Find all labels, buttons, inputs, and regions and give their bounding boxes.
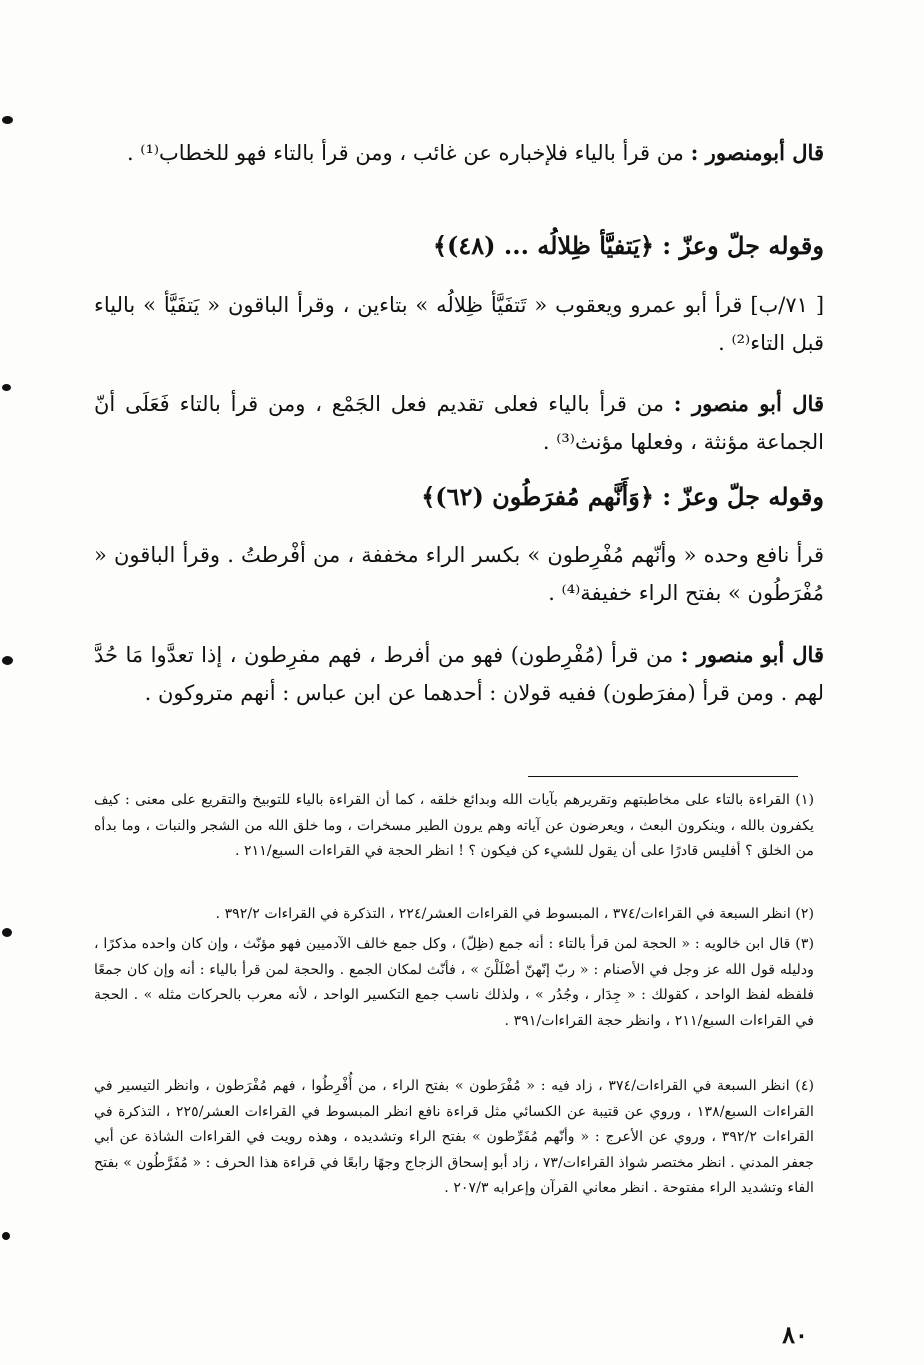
verse-intro: وقوله جلّ وعزّ : (662, 482, 824, 511)
footnote-3: (٣) قال ابن خالويه : « الحجة لمن قرأ بالتاء : أنه جمع (ظِلّ) ، وكل جمع خالف الآدميين فهو مؤنّث ، وإن كان واحده مذكرًا ، ودليله قول الله عز وجل في الأصنام : « ربّ إنّهنّ أضْلَلْنَ » ، فأنّث لمكان الجمع . والحجة لمن قرأ بالياء : أنه وإن كان جمعًا فلفظه لفظ الواحد ، كقولك : « جِدَار ، وجُدُر » ، ولذلك ناسب جمع التكسير الواحد ، لأنه معرب بالحركات مثله » . الحجة في القراءات السبع/٢١١ ، وانظر حجة القراءات/٣٩١ . (94, 936, 814, 1029)
paragraph-text: من قرأ بالياء فعلى تقديم فعل الجَمْع ، ومن قرأ بالتاء فَعَلَى أنّ الجماعة مؤنثة ، وفعلها مؤنث⁽³⁾ . (94, 392, 824, 454)
paragraph-text: من قرأ (مُفْرِطون) فهو من أفرط ، فهم مفرِطون ، إذا تعدَّوا مَا حُدَّ لهم . ومن قرأ (مفرَطون) ففيه قولان : أحدهما عن ابن عباس : أنهم متروكون . (94, 643, 824, 705)
margin-mark (2, 116, 13, 124)
speaker-label: قال أبو منصور : (673, 391, 824, 416)
paragraph-1 (94, 134, 824, 172)
speaker-label: قال أبو منصور : (680, 642, 824, 667)
paragraph-4 (94, 536, 824, 612)
verse-intro: وقوله جلّ وعزّ : (662, 231, 824, 260)
paragraph-text: [ ٧١/ب] قرأ أبو عمرو ويعقوب « تَتفَيَّأ ظِلالُه » بتاءين ، وقرأ الباقون « يَتفَيَّأ » بالياء قبل التاء⁽²⁾ . (94, 293, 825, 355)
verse-text: ﴿يَتفيَّأ ظِلالُه ... (٤٨)﴾ (432, 231, 663, 260)
speaker-label: قال أبومنصور : (690, 140, 824, 165)
paragraph-2 (94, 286, 824, 362)
margin-mark (2, 1232, 10, 1240)
footnote-2: (٢) انظر السبعة في القراءات/٣٧٤ ، المبسوط في القراءات العشر/٢٢٤ ، التذكرة في القراءات ٣٩٢/٢ . (215, 906, 814, 922)
paragraph-3 (94, 385, 824, 461)
verse-text: ﴿وَأَنَّهم مُفرَطُون (٦٢)﴾ (421, 482, 663, 511)
footnote-separator (528, 776, 798, 777)
paragraph-5 (94, 636, 824, 712)
margin-mark (2, 928, 12, 937)
margin-mark (2, 656, 13, 665)
footnote-4: (٤) انظر السبعة في القراءات/٣٧٤ ، زاد فيه : « مُفْرَطون » بفتح الراء ، من أُفْرِطُوا ، فهم مُفْرَطون ، وانظر التيسير في القراءات السبع/١٣٨ ، وروي عن قتيبة عن الكسائي مثل قراءة نافع انظر المبسوط في القراءات العشر/٢٢٥ ، التذكرة في القراءات ٣٩٢/٢ ، وروي عن الأعرج : « وأنّهم مُفَرِّطون » بفتح الراء وتشديده ، وهذه رويت في القراءات الشاذة عن أبي جعفر المدني . انظر مختصر شواذ القراءات/٧٣ ، زاد أبو إسحاق الزجاج وجهًا رابعًا في قراءة هذا الحرف : « مُفَرَّطُون » بفتح الفاء وتشديد الراء مفتوحة . انظر معاني القرآن وإعرابه ٢٠٧/٣ . (94, 1078, 814, 1196)
page-number: ٨٠ (782, 1320, 808, 1349)
paragraph-text: قرأ نافع وحده « وأنّهم مُفْرِطون » بكسر الراء مخففة ، من أفْرطتُ . وقرأ الباقون « مُفْرَطُون » بفتح الراء خفيفة⁽⁴⁾ . (94, 543, 824, 605)
verse-heading-2 (94, 477, 824, 517)
margin-mark (2, 384, 11, 391)
verse-heading-1 (94, 226, 824, 266)
paragraph-text: من قرأ بالياء فلإخباره عن غائب ، ومن قرأ بالتاء فهو للخطاب⁽¹⁾ . (126, 141, 691, 165)
footnote-1: (١) القراءة بالتاء على مخاطبتهم وتقريرهم بآيات الله وبدائع خلقه ، كما أن القراءة بالياء للتوبيخ والتقريع على معنى : كيف يكفرون بالله ، وينكرون البعث ، ويعرضون عن آياته وهم يرون الطير مسخرات ، وما خلق الله من الشجر والنبات ، وما بدأه من الخلق ؟ أفليس قادرًا على أن يقول للشيء كن فيكون ؟ ! انظر الحجة في القراءات السبع/٢١١ . (94, 792, 814, 859)
